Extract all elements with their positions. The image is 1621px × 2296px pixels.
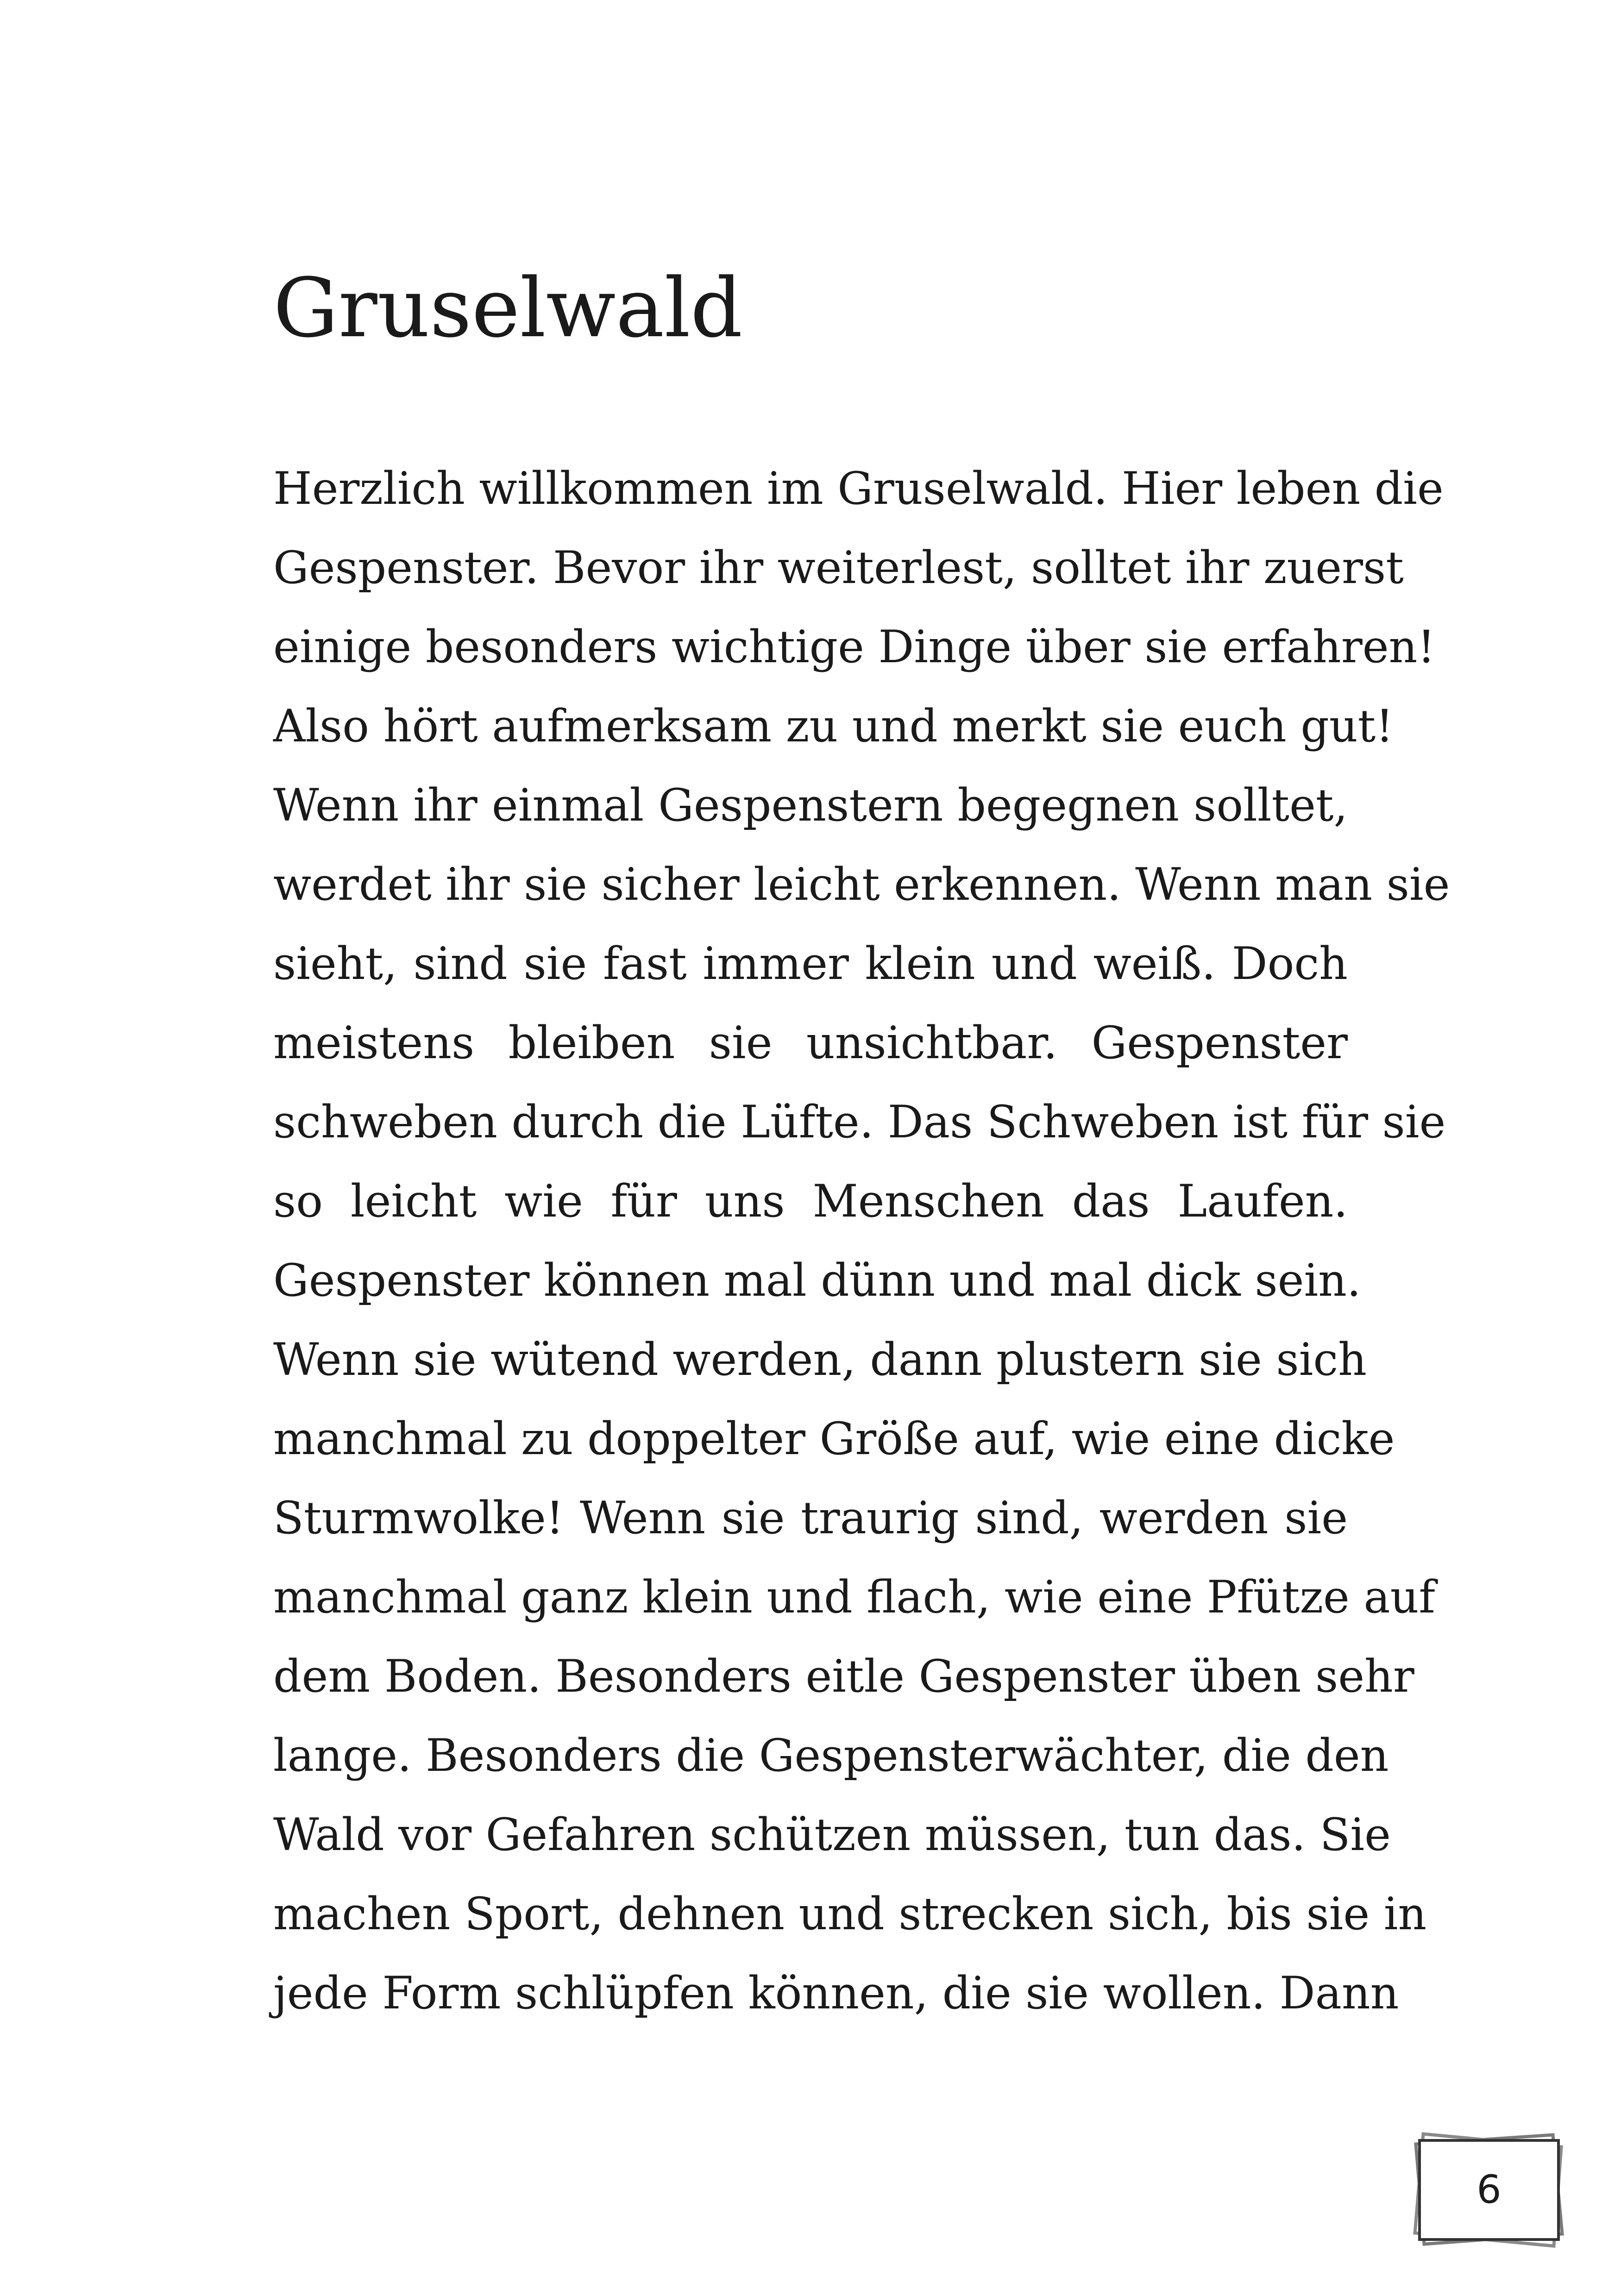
text-line: Gespenster. Bevor ihr weiterlest, solltet ihr zuerst (273, 542, 1404, 594)
body-text (273, 449, 1450, 2033)
text-line: Wald vor Gefahren schützen müssen, tun das. Sie (273, 1809, 1391, 1861)
text-line: manchmal zu doppelter Größe auf, wie eine dicke (273, 1413, 1395, 1465)
text-line: jede Form schlüpfen können, die sie wollen. Dann (273, 1967, 1399, 2019)
text-line: meistens bleiben sie unsichtbar. Gespenster (273, 1017, 1348, 1069)
text-line: Also hört aufmerksam zu und merkt sie euch gut! (273, 700, 1394, 752)
text-line: Wenn sie wütend werden, dann plustern sie sich (273, 1334, 1367, 1386)
text-line: machen Sport, dehnen und strecken sich, bis sie in (273, 1888, 1427, 1940)
text-line: einige besonders wichtige Dinge über sie erfahren! (273, 621, 1435, 673)
text-line: Wenn ihr einmal Gespenstern begegnen solltet, (273, 779, 1348, 831)
text-line: Gespenster können mal dünn und mal dick sein. (273, 1255, 1361, 1306)
text-line: Herzlich willkommen im Gruselwald. Hier leben die (273, 463, 1444, 514)
text-line: sieht, sind sie fast immer klein und weiß. Doch (273, 938, 1348, 990)
text-line: dem Boden. Besonders eitle Gespenster üben sehr (273, 1650, 1414, 1702)
page-number-badge (1406, 2125, 1572, 2254)
text-line: Sturmwolke! Wenn sie traurig sind, werden sie (273, 1492, 1348, 1544)
text-line: manchmal ganz klein und flach, wie eine Pfütze auf (273, 1571, 1435, 1623)
text-line: lange. Besonders die Gespensterwächter, die den (273, 1730, 1389, 1782)
chapter-title: Gruselwald (273, 261, 743, 356)
text-line: schweben durch die Lüfte. Das Schweben ist für sie (273, 1096, 1446, 1148)
text-line: werdet ihr sie sicher leicht erkennen. Wenn man sie (273, 859, 1450, 910)
page-number: 6 (1476, 2167, 1502, 2212)
text-line: so leicht wie für uns Menschen das Laufen. (273, 1175, 1348, 1227)
